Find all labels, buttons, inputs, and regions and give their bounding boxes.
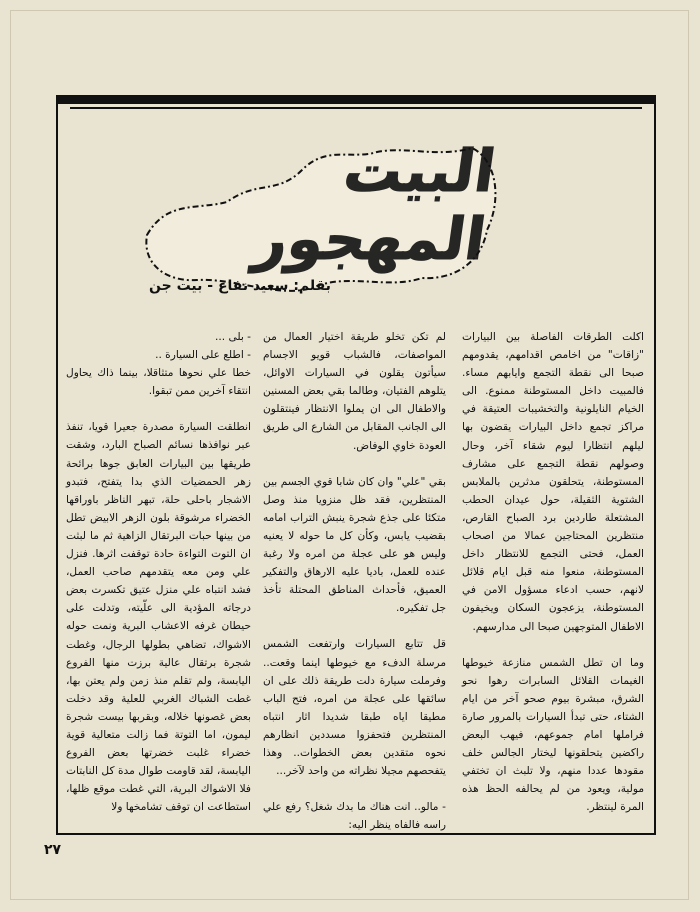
paragraph: قل تتابع السيارات وارتفعت الشمس مرسلة الدفء مع خيوطها اينما وقعت.. وفرملت سيارة دلت طريقة ذلك على ان سائقها على عجلة من امره، فتح الباب مطيقا اياه طبقا شديدا اثار انتباه المنتظرين فتحفزوا مسددين انظارهم نحوه متقدين بعض الخطوات.. وهذا يتفحصهم مجيلا نظراته من واحد لآخر... (263, 638, 446, 778)
dialog-line: - بلى ... (215, 331, 251, 343)
column-left (66, 328, 251, 834)
article-title: البيت المهجور (250, 137, 500, 273)
page-number: ٢٧ (44, 842, 62, 858)
paragraph: بقي "علي" وان كان شابا قوي الجسم بين المنتظرين، فقد ظل منزويا منذ وصل متكئا على جذع شجرة ينبش التراب امامه بقضيب يابس، وكأن كل ما حوله لا يعنيه وليس هو على عجلة من امره ولا رغبة عنده للعمل، باديا عليه الارهاق والتفكير العميق، فأحداث المناطق المحتلة تأخذ جل تفكيره. (263, 475, 446, 615)
column-right (462, 328, 644, 834)
byline: بقلم: سعيد نفاع - بيت جن (149, 278, 331, 294)
paragraph: - مالو.. انت هناك ما بدك شغل؟ رفع علي راسه فالفاه ينظر اليه: (263, 801, 446, 832)
dialog-line: - اطلع على السيارة .. (155, 349, 251, 362)
paragraph: لم تكن تخلو طريقة اختيار العمال من المواصفات، فالشباب قويو الاجسام سيأتون يقلون في السيارات الاوائل، يتلوهم الفتيان، وطالما بقي بعض المسنين والاطفال الى ان يملوا الانتظار فينتقلون الى الجانب المقابل من الشارع الى طريق العودة خاوي الوفاض. (263, 331, 446, 452)
column-middle (263, 328, 446, 834)
paragraph: انطلقت السيارة مصدرة جعيرا قويا، تنفذ عبر نوافذها نسائم الصباح البارد، وشقت طريقها بين البيارات العابق جوها برائحة زهر الحمضيات الذي بدا يتفتح، فتبدو الاشجار باحلى حلة، تبهر الناظر باوراقها الخضراء مرشوقة بلون الزهر الابيض تطل من بينها حبات البرتقال الزاهية ثم ما لبثت ان التوت التواءة حادة توقفت اثرها. فنزل علي ومن معه يتقدمهم صاحب العمل، فشد انتباه علي منزل عتيق تكسرت بعض درجاته المؤدية الى علّيته، وتدلت على حيطان غرفه الاعشاب البرية ونمت حوله الاشواك، تضاهي بطولها الرجال، وغطت شجرة برتقال عالية برزت منها الفروع اليابسة، ولم تقلم منذ زمن ولم يعتن بها، غطت الشباك الغربي للعلية وقد دخلت بعض غصونها خلاله، وبقربها بيست شجرة ليمون، اما التوتة فما زالت متعالية قوية خضراء غلبت خضرتها بعض الفروع اليابسة، لقد قاومت طوال مدة كل النابتات فلا الاشواك البرية، التي غطت موقع ظلها، استطاعت ان توقف تشامخها ولا (66, 421, 251, 814)
paragraph: خطا علي نحوها متثاقلا، بينما ذاك يحاول انتقاء آخرين ممن تبقوا. (66, 367, 251, 398)
paragraph: وما ان تطل الشمس منازعة خيوطها الغيمات القلائل السابرات رهوا نحو الشرق، مبشرة بيوم صحو آخر من ايام الشتاء، حتى تبدأ السيارات بالمرور صارة فراملها امام جموعهم، فيهب البعض راكضين يتحلقونها ليختار الجالس خلف مقودها عددا منهم، ولا تلبث ان تختفي مولية، ويعود من لم يحالفه الحظ هذه المرة لينتظر. (462, 656, 644, 814)
paragraph: اكلت الطرقات الفاصلة بين البيارات "زاقات" من اخامص اقدامهم، يقدومهم صبحا الى نقطة التجمع وايابهم مساء. فالمبيت داخل المستوطنة ممنوع. الى الخيام النايلونية والتخشيبات العتيقة في مراكز تجمع داخل البيارات يقضون بها ليلهم انتظارا ليوم شقاء آخر، وحال وصولهم نقطة التجمع على مشارف المستوطنة، يتحلقون مدثرين بالملابس الشتوية الثقيلة، حول عيدان الحطب المشتعلة طاردين برد الصباح القارص، منتظرين المحتاجين عمالا من اصحاب العمل، فحتى التجمع للانتظار داخل المستوطنة، منعوا منه قبل ايام قلائل لانهم، حسب ادعاء مسؤول الامن في المستوطنة، يزعجون السكان ويخيفون الاطفال المتوجهين صبحا الى مدارسهم. (462, 331, 644, 633)
